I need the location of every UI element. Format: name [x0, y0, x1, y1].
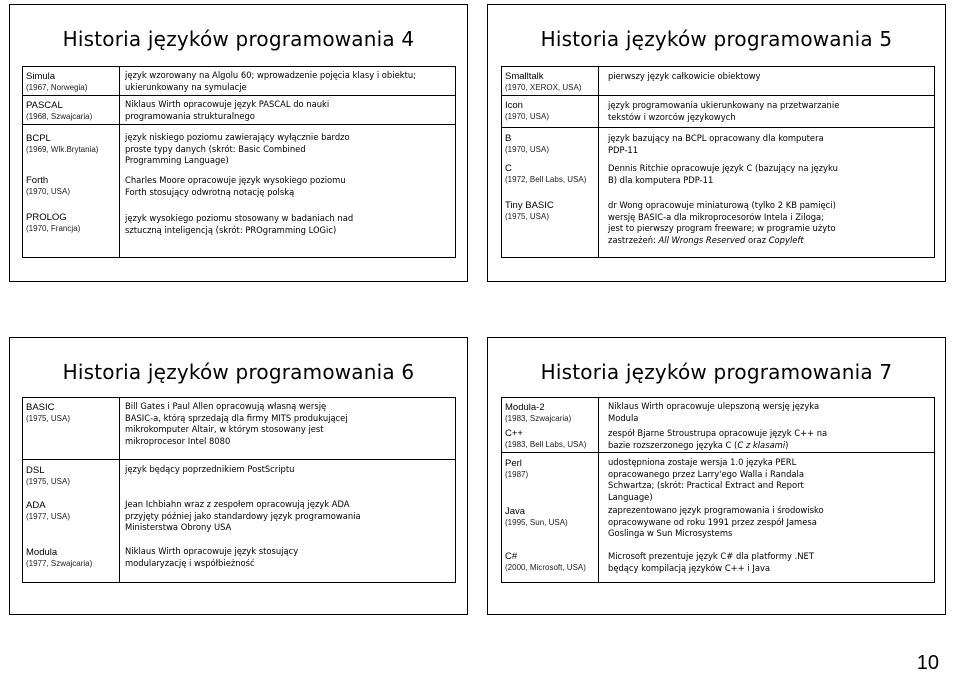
language-name: C# (2000, Microsoft, USA): [505, 551, 586, 572]
language-name: BCPL (1969, Wlk.Brytania): [26, 133, 99, 154]
language-name: C (1972, Bell Labs, USA): [505, 163, 587, 184]
language-name: Smalltalk (1970, XEROX, USA): [505, 71, 582, 92]
language-description: język wzorowany na Algolu 60; wprowadzenie pojęcia klasy i obiektu; ukierunkowany na symulacje: [125, 70, 416, 92]
language-description: Microsoft prezentuje język C# dla platformy .NET będący kompilacją języków C++ i Java: [608, 551, 814, 573]
language-description: Niklaus Wirth opracowuje ulepszoną wersję języka Modula: [608, 401, 820, 423]
slide-4: [9, 4, 468, 282]
language-description: Bill Gates i Paul Allen opracowują własną wersję BASIC-a, którą sprzedają dla firmy MITS produkującej mikrokomputer Altair, w którym stosowany jest mikroprocesor Intel 8080: [125, 401, 348, 446]
language-description: Dennis Ritchie opracowuje język C (bazujący na języku B) dla komputera PDP-11: [608, 163, 838, 185]
language-description: język niskiego poziomu zawierający wyłącznie bardzo proste typy danych (skrót: Basic Combined Programming Language): [125, 132, 350, 165]
language-name: Tiny BASIC (1975, USA): [505, 200, 554, 221]
language-name: C++ (1983, Bell Labs, USA): [505, 428, 587, 449]
language-name: BASIC (1975, USA): [26, 402, 71, 423]
language-description: Niklaus Wirth opracowuje język stosujący modularyzację i współbieżność: [125, 546, 299, 568]
history-table: [22, 66, 456, 258]
language-description: pierwszy język całkowicie obiektowy: [608, 71, 761, 81]
language-description: język bazujący na BCPL opracowany dla komputera PDP-11: [608, 133, 824, 155]
history-table: [22, 397, 456, 583]
slide-title: Historia języków programowania 4: [62, 27, 415, 51]
language-name: Simula (1967, Norwegia): [26, 71, 88, 92]
language-description: zaprezentowano język programowania i środowisko opracowywane od roku 1991 przez zespół Jamesa Goslinga w Sun Microsystems: [608, 505, 824, 538]
language-name: ADA (1977, USA): [26, 500, 71, 521]
slide-title: Historia języków programowania 7: [540, 360, 893, 384]
history-table: [501, 397, 935, 583]
slide-5: [487, 4, 946, 282]
language-name: Forth (1970, USA): [26, 175, 71, 196]
slide-7: [487, 337, 946, 615]
language-name: Java (1995, Sun, USA): [505, 506, 568, 527]
language-description: Jean Ichbiahn wraz z zespołem opracowują język ADA przyjęty później jako standardowy język programowania Ministerstwa Obrony USA: [125, 499, 361, 532]
language-name: Modula (1977, Szwajcaria): [26, 547, 93, 568]
language-name: B (1970, USA): [505, 133, 550, 154]
language-description: język wysokiego poziomu stosowany w badaniach nad sztuczną inteligencją (skrót: PROgramming LOGic): [125, 213, 354, 235]
language-description: język programowania ukierunkowany na przetwarzanie tekstów i wzorców językowych: [608, 100, 840, 122]
language-description: udostępniona zostaje wersja 1.0 języka PERL opracowanego przez Larry'ego Walla i Randala Schwartza; (skrót: Practical Extract and Report Language): [608, 457, 805, 502]
language-description: język będący poprzednikiem PostScriptu: [125, 464, 295, 474]
language-description: Charles Moore opracowuje język wysokiego poziomu Forth stosujący odwrotną notację polską: [125, 175, 346, 197]
language-name: DSL (1975, USA): [26, 465, 71, 486]
language-name: Icon (1970, USA): [505, 100, 550, 121]
language-name: PROLOG (1970, Francja): [26, 212, 81, 233]
history-table: [501, 66, 935, 258]
language-description: zespół Bjarne Stroustrupa opracowuje język C++ na bazie rozszerzonego języka C (C z klasami): [608, 428, 828, 450]
language-description: Niklaus Wirth opracowuje język PASCAL do nauki programowania strukturalnego: [125, 99, 330, 121]
language-name: Modula-2 (1983, Szwajcaria): [505, 402, 572, 423]
slide-title: Historia języków programowania 5: [540, 27, 893, 51]
language-description: dr Wong opracowuje miniaturową (tylko 2 KB pamięci) wersję BASIC-a dla mikroprocesorów Intela i Ziloga; jest to pierwszy program freeware; w programie użyto zastrzeżeń: All Wrongs Reserved oraz Copyleft: [608, 200, 836, 245]
page-number: 10: [916, 652, 939, 674]
language-name: PASCAL (1968, Szwajcaria): [26, 100, 93, 121]
slide-6: [9, 337, 468, 615]
slide-title: Historia języków programowania 6: [62, 360, 415, 384]
language-name: Perl (1987): [505, 458, 529, 479]
